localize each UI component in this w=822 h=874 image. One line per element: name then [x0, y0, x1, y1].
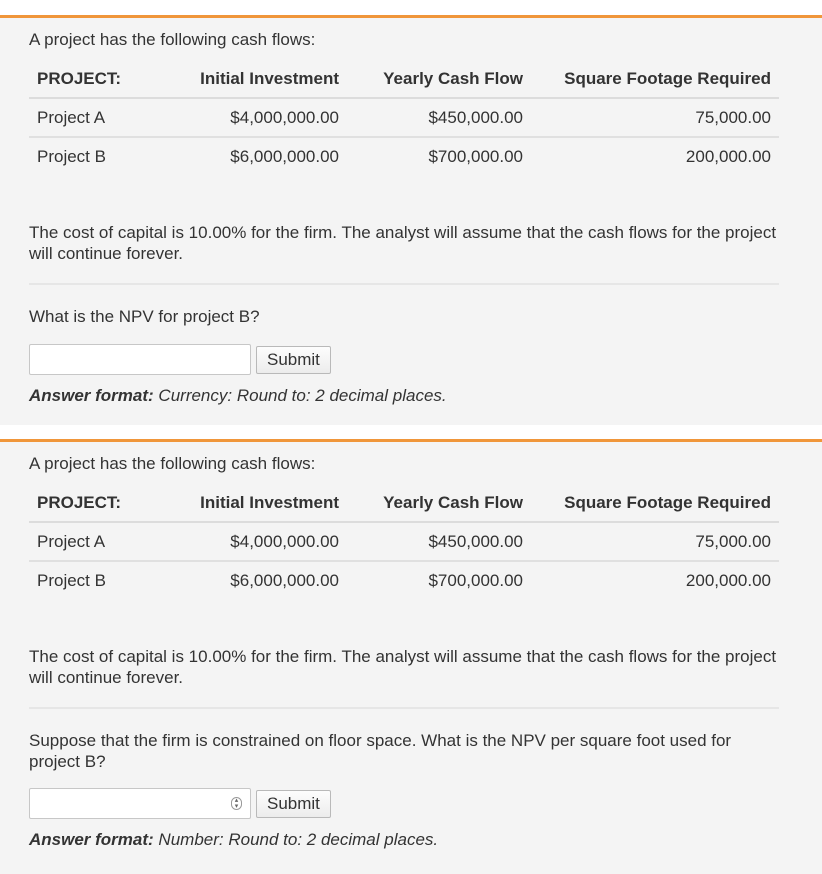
cash-flow-table	[29, 484, 779, 599]
answer-format-value: Currency: Round to: 2 decimal places.	[158, 386, 447, 405]
table-row	[29, 561, 779, 599]
answer-format	[29, 386, 447, 406]
column-header-initial-investment: Initial Investment	[155, 484, 347, 522]
submit-button[interactable]: Submit	[256, 346, 331, 374]
cost-of-capital-paragraph: The cost of capital is 10.00% for the firm. The analyst will assume that the cash flows for the project will continue forever.	[29, 647, 777, 687]
column-header-yearly-cash-flow: Yearly Cash Flow	[347, 484, 531, 522]
table-cell: $450,000.00	[347, 98, 531, 137]
spinner-icon[interactable]: ▴ ▾	[231, 797, 242, 810]
column-header-square-footage: Square Footage Required	[531, 60, 779, 98]
table-cell: Project B	[37, 146, 106, 166]
intro-text: A project has the following cash flows:	[29, 30, 316, 49]
table-cell: $700,000.00	[428, 570, 523, 590]
table-cell: Project A	[29, 522, 155, 561]
answer-format-label: Answer format:	[29, 830, 154, 849]
table-row	[29, 522, 779, 561]
table-cell: $700,000.00	[428, 146, 523, 166]
table-cell: $450,000.00	[347, 522, 531, 561]
table-cell: 75,000.00	[531, 522, 779, 561]
intro-text: A project has the following cash flows:	[29, 454, 316, 473]
answer-number-input[interactable]	[29, 788, 251, 819]
table-cell: $6,000,000.00	[230, 570, 339, 590]
cash-flow-table	[29, 60, 779, 175]
cost-of-capital-paragraph: The cost of capital is 10.00% for the firm. The analyst will assume that the cash flows for the project will continue forever.	[29, 223, 777, 263]
column-header-yearly-cash-flow: Yearly Cash Flow	[347, 60, 531, 98]
table-row	[29, 98, 779, 137]
divider	[29, 283, 779, 285]
divider	[29, 707, 779, 709]
column-header-square-footage: Square Footage Required	[531, 484, 779, 522]
column-header-project: PROJECT:	[29, 60, 155, 98]
question-text: Suppose that the firm is constrained on floor space. What is the NPV per square foot used for project B?	[29, 731, 732, 771]
answer-format-label: Answer format:	[29, 386, 154, 405]
column-header-project: PROJECT:	[29, 484, 155, 522]
table-header-row	[29, 60, 779, 98]
question-card-2	[0, 439, 822, 874]
question-text: What is the NPV for project B?	[29, 307, 260, 326]
answer-format	[29, 830, 438, 850]
column-header-initial-investment: Initial Investment	[155, 60, 347, 98]
table-cell: $4,000,000.00	[155, 522, 347, 561]
table-cell: Project A	[29, 98, 155, 137]
question-card-1	[0, 15, 822, 425]
table-cell: 200,000.00	[685, 146, 771, 166]
table-cell: 75,000.00	[531, 98, 779, 137]
answer-input[interactable]	[29, 344, 251, 375]
table-cell: 200,000.00	[685, 570, 771, 590]
table-cell: $4,000,000.00	[155, 98, 347, 137]
submit-button[interactable]: Submit	[256, 790, 331, 818]
table-cell: Project B	[37, 570, 106, 590]
table-row	[29, 137, 779, 175]
table-cell: $6,000,000.00	[230, 146, 339, 166]
answer-format-value: Number: Round to: 2 decimal places.	[158, 830, 439, 849]
table-header-row	[29, 484, 779, 522]
